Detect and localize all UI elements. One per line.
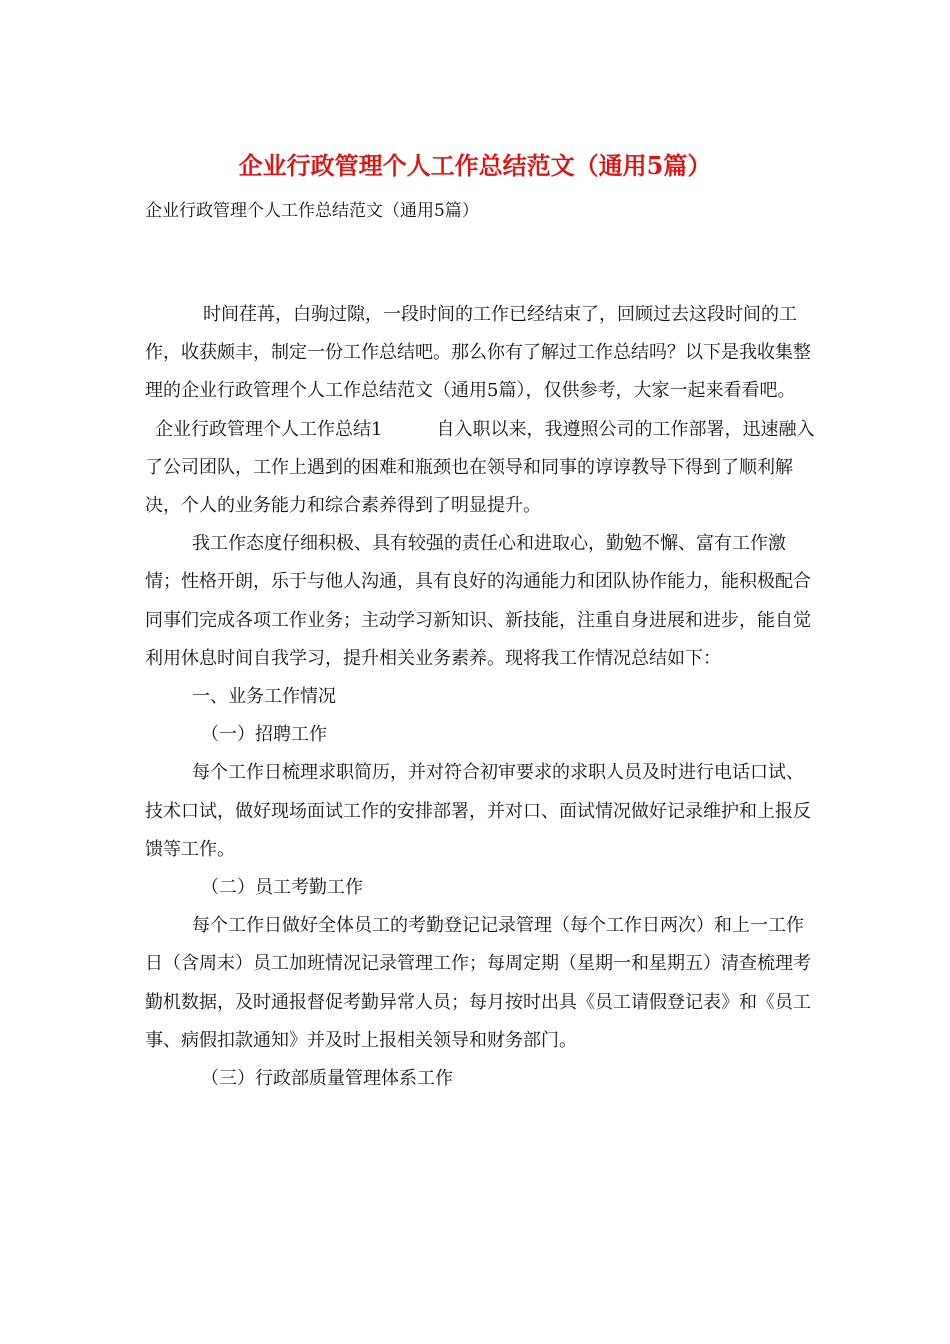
document-title: 企业行政管理个人工作总结范文（通用5篇） <box>238 151 712 180</box>
attitude-paragraph: 我工作态度仔细积极、具有较强的责任心和进取心，勤勉不懈、富有工作激情；性格开朗，乐于与他人沟通，具有良好的沟通能力和团队协作能力，能积极配合同事们完成各项工作业务；主动学习新知识、新技能，注重自身进展和进步，能自觉利用休息时间自我学习，提升相关业务素养。现将我工作情况总结如下： <box>145 533 811 669</box>
document-body <box>145 296 815 1098</box>
attendance-paragraph: 每个工作日做好全体员工的考勤登记记录管理（每个工作日两次）和上一工作日（含周末）员工加班情况记录管理工作；每周定期（星期一和星期五）清查梳理考勤机数据，及时通报督促考勤异常人员；每月按时出具《员工请假登记表》和《员工事、病假扣款通知》并及时上报相关领导和财务部门。 <box>145 915 811 1051</box>
attendance-heading: （二）员工考勤工作 <box>201 877 363 899</box>
intro-paragraph: 时间荏苒，白驹过隙，一段时间的工作已经结束了，回顾过去这段时间的工作，收获颇丰，制定一份工作总结吧。那么你有了解过工作总结吗？以下是我收集整理的企业行政管理个人工作总结范文（通用5篇），仅供参考，大家一起来看看吧。 <box>145 304 811 402</box>
document-subtitle: 企业行政管理个人工作总结范文（通用5篇） <box>145 201 479 221</box>
quality-management-heading: （三）行政部质量管理体系工作 <box>201 1068 453 1090</box>
section-1-text: 自入职以来，我遵照公司的工作部署，迅速融入了公司团队，工作上遇到的困难和瓶颈也在领导和同事的谆谆教导下得到了顺利解决，个人的业务能力和综合素养得到了明显提升。 <box>145 418 815 517</box>
section-1-heading: 企业行政管理个人工作总结1 <box>155 418 383 440</box>
recruitment-heading: （一）招聘工作 <box>201 724 327 746</box>
business-heading: 一、业务工作情况 <box>192 686 336 708</box>
section-1-paragraph <box>145 411 815 526</box>
recruitment-paragraph: 每个工作日梳理求职简历，并对符合初审要求的求职人员及时进行电话口试、技术口试，做好现场面试工作的安排部署，并对口、面试情况做好记录维护和上报反馈等工作。 <box>145 762 811 860</box>
